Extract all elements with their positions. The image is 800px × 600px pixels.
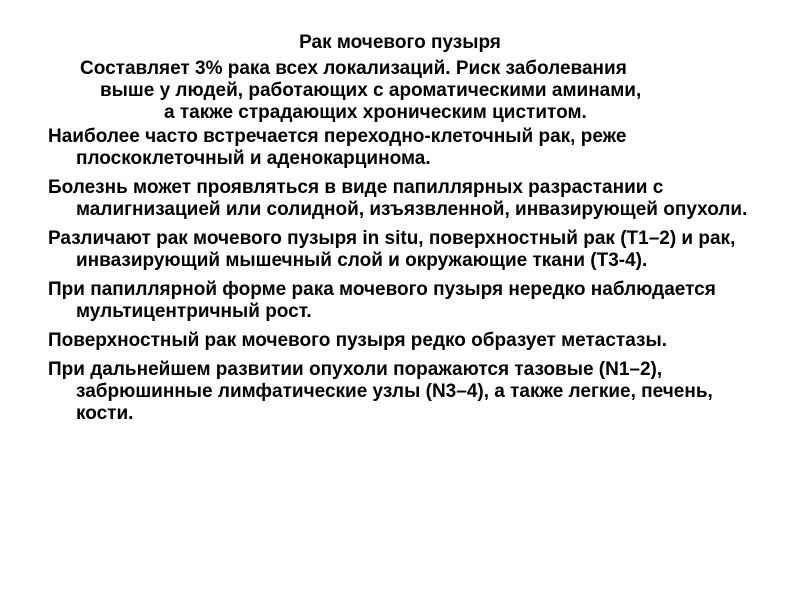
paragraph-manifestation: Болезнь может проявляться в виде папиллярных разрастании с малигнизацией или солидной, изъязвленной, инвазирующей опухоли. xyxy=(48,177,748,220)
intro-line: выше у людей, работающих с ароматическими аминами, xyxy=(100,80,642,101)
paragraph-spread: При дальнейшем развитии опухоли поражаются тазовые (N1–2), забрюшинные лимфатические узлы (N3–4), а также легкие, печень, кости. xyxy=(48,359,713,424)
paragraph-histology: Наиболее часто встречается переходно-клеточный рак, реже плоскоклеточный и аденокарцинома. xyxy=(48,126,627,169)
intro-paragraph xyxy=(78,58,738,124)
intro-line: а также страдающих хроническим циститом. xyxy=(164,102,587,123)
intro-line: Составляет 3% рака всех локализаций. Риск заболевания xyxy=(80,58,627,79)
paragraph-classification: Различают рак мочевого пузыря in situ, поверхностный рак (Т1–2) и рак, инвазирующий мышечный слой и окружающие ткани (Т3-4). xyxy=(48,228,736,271)
slide-title: Рак мочевого пузыря xyxy=(299,32,501,53)
body-text xyxy=(48,126,768,432)
paragraph-metastasis: Поверхностный рак мочевого пузыря редко образует метастазы. xyxy=(48,330,667,351)
paragraph-papillary: При папиллярной форме рака мочевого пузыря нередко наблюдается мультицентричный рост. xyxy=(48,279,716,322)
